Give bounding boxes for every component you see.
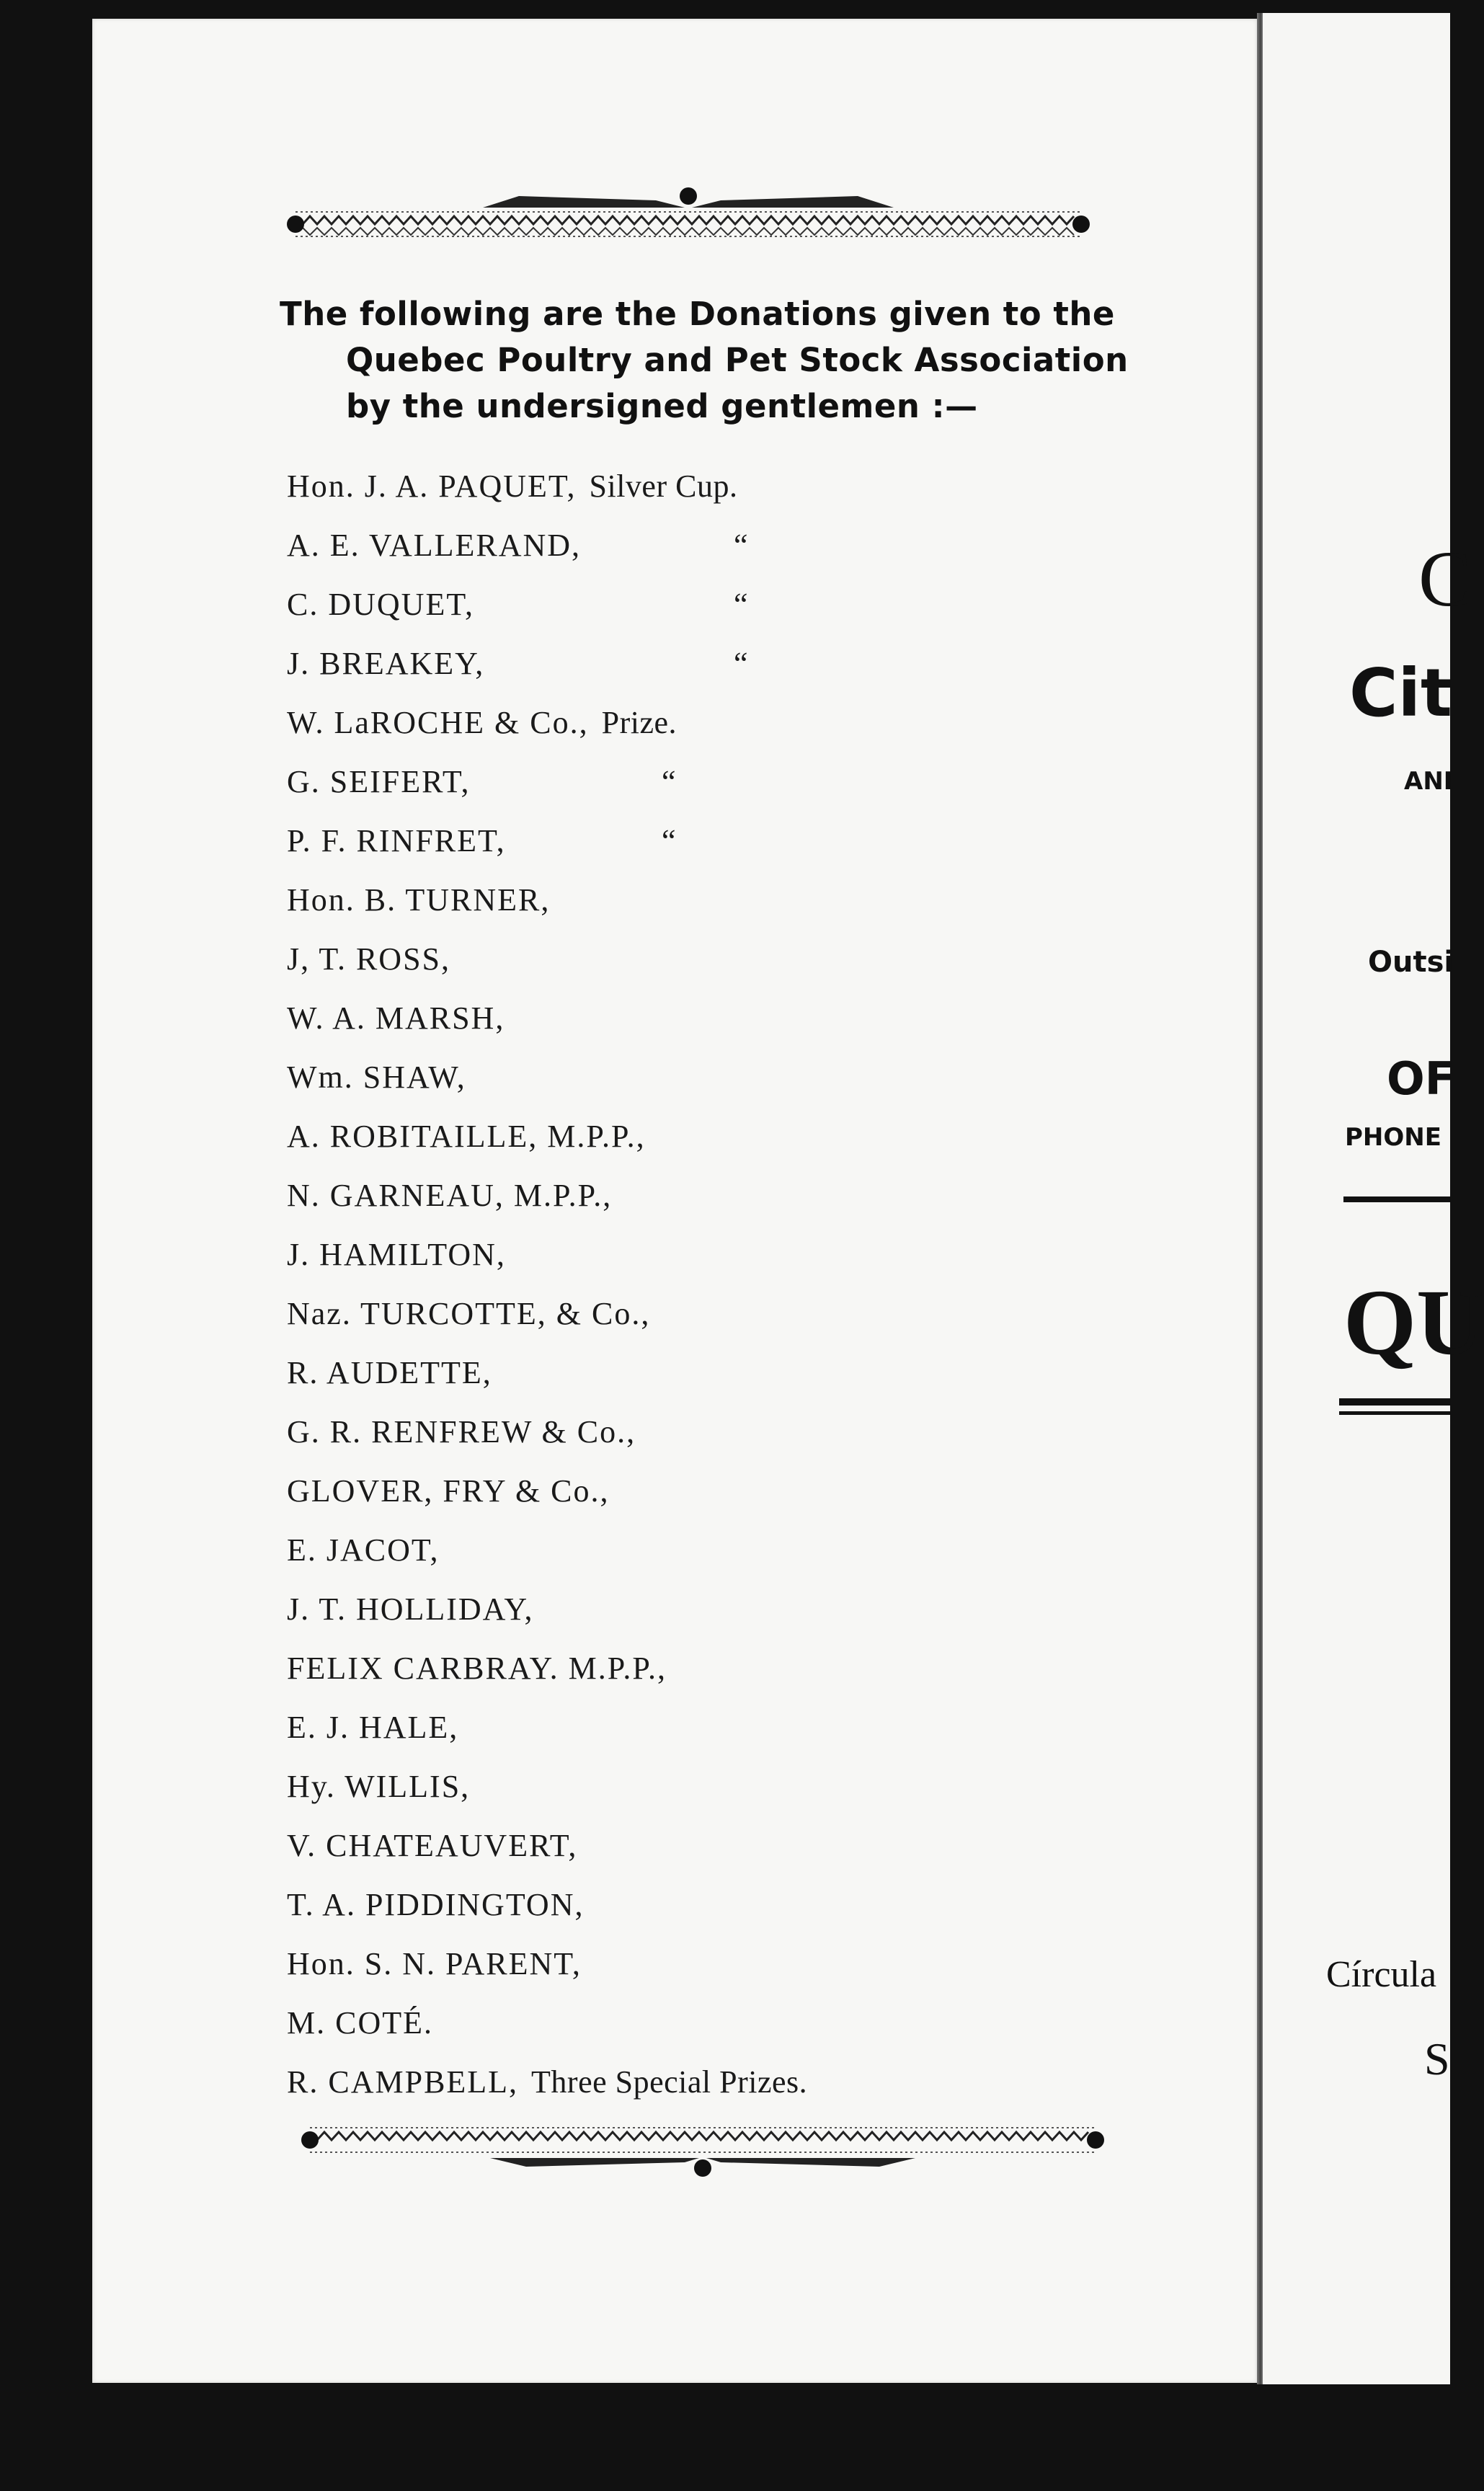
donor-name: J. BREAKEY, [287,646,485,681]
heading-line-3: by the undersigned gentlemen :— [346,387,978,425]
donor-name: A. ROBITAILLE, M.P.P., [287,1119,646,1154]
donor-gift: Silver Cup. [589,469,738,504]
donor-name: T. A. PIDDINGTON, [287,1887,585,1922]
donor-row [287,1698,1152,1757]
donor-name: GLOVER, FRY & Co., [287,1473,610,1509]
donor-name: E. J. HALE, [287,1710,459,1745]
donor-name: Hon. B. TURNER, [287,882,551,918]
donor-row [287,1994,1152,2053]
donor-name: R. AUDETTE, [287,1355,492,1390]
fragment-9: S [1424,2033,1450,2084]
donor-row [287,1875,1152,1935]
donor-row [287,575,1152,634]
donor-row [287,1166,1152,1225]
donor-gift: “ [662,823,677,858]
fragment-8: Círcula [1326,1954,1437,1995]
donor-name: G. R. RENFREW & Co., [287,1414,636,1449]
donor-row [287,1816,1152,1875]
fragment-6: PHONE [1345,1123,1441,1152]
donor-row [287,752,1152,812]
donor-name: J. HAMILTON, [287,1237,506,1272]
donor-name: R. CAMPBELL, [287,2064,519,2100]
bottom-ornament [296,2122,1110,2180]
donor-row [287,1757,1152,1816]
donor-row [287,989,1152,1048]
donor-name: N. GARNEAU, M.P.P., [287,1178,613,1213]
donor-list [287,457,1152,2112]
facing-rule-1 [1343,1196,1450,1202]
fragment-1: C [1418,535,1472,623]
donor-gift: “ [662,764,677,799]
donor-row [287,1521,1152,1580]
fragment-5: OF [1387,1052,1456,1105]
donor-gift: “ [734,587,749,622]
donor-name: J. T. HOLLIDAY, [287,1591,534,1627]
top-ornament [281,186,1096,244]
facing-rule-2 [1339,1398,1450,1406]
donor-name: M. COTÉ. [287,2005,433,2041]
donor-name: J, T. ROSS, [287,941,451,977]
donor-row [287,1048,1152,1107]
donor-name: Hy. WILLIS, [287,1769,471,1804]
donor-row [287,457,1152,516]
donations-heading [280,291,1145,430]
donor-name: C. DUQUET, [287,587,474,622]
donor-name: A. E. VALLERAND, [287,528,582,563]
donor-name: Naz. TURCOTTE, & Co., [287,1296,651,1331]
donor-name: W. LaROCHE & Co., [287,705,589,740]
donor-name: Hon. S. N. PARENT, [287,1946,582,1981]
fragment-4: Outsi [1368,946,1454,979]
donor-gift: “ [734,646,749,681]
donor-name: Wm. SHAW, [287,1060,466,1095]
donor-gift: “ [734,528,749,563]
facing-rule-3 [1339,1411,1450,1415]
donor-name: G. SEIFERT, [287,764,471,799]
fragment-7: QU [1343,1271,1484,1375]
donor-row [287,1225,1152,1284]
heading-line-1: The following are the Donations given to the [280,295,1115,333]
donor-row [287,1403,1152,1462]
donor-name: V. CHATEAUVERT, [287,1828,578,1863]
donor-row [287,634,1152,693]
donor-row [287,1344,1152,1403]
donor-row [287,871,1152,930]
donor-name: P. F. RINFRET, [287,823,506,858]
donor-row [287,812,1152,871]
donor-gift: Three Special Prizes. [531,2064,808,2100]
donor-row [287,516,1152,575]
donor-name: FELIX CARBRAY. M.P.P., [287,1651,667,1686]
donor-row [287,930,1152,989]
donor-name: Hon. J. A. PAQUET, [287,469,577,504]
donor-name: E. JACOT, [287,1532,440,1568]
donor-gift: Prize. [601,705,677,740]
donor-name: W. A. MARSH, [287,1000,505,1036]
donor-row [287,1462,1152,1521]
heading-line-2: Quebec Poultry and Pet Stock Association [346,341,1129,379]
donor-row [287,2053,1152,2112]
donor-row [287,1935,1152,1994]
fragment-3: ANI [1404,767,1453,796]
donor-row [287,1580,1152,1639]
donor-row [287,1107,1152,1166]
donor-row [287,1639,1152,1698]
fragment-2: Cit [1349,654,1453,732]
donor-row [287,693,1152,752]
donor-row [287,1284,1152,1344]
